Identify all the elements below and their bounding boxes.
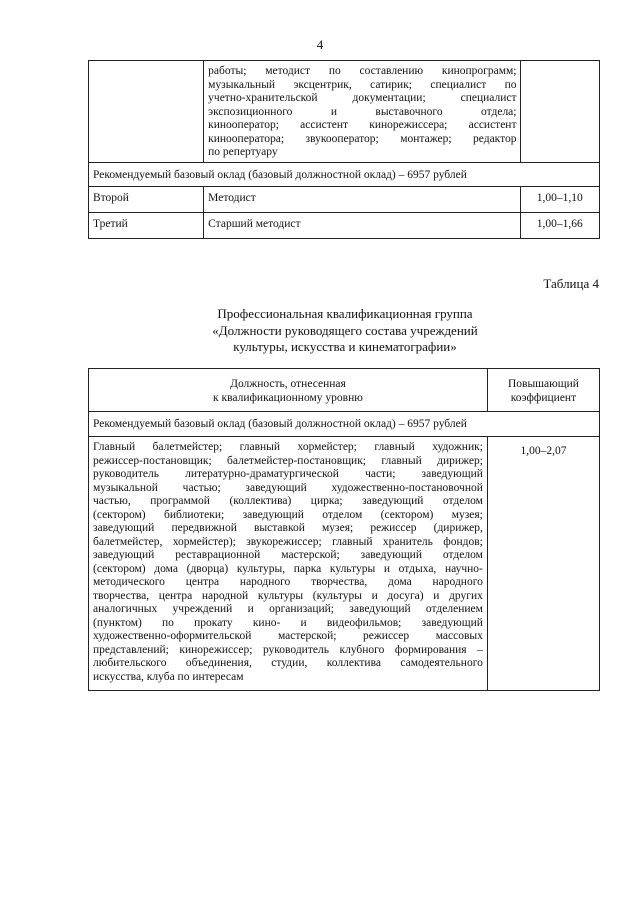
coefficient-value: 1,00–2,07 <box>487 437 599 691</box>
table-label: Таблица 4 <box>543 276 599 291</box>
header-position <box>89 369 488 412</box>
positions-line: музыкальный эксцентрик, сатирик; специалист по <box>208 78 517 91</box>
level-row <box>89 186 600 212</box>
positions-line: музыкальной частью; заведующий художественно-постановочной <box>93 481 483 494</box>
positions-line: кинооператора; звукооператор; монтажер; редактор <box>208 132 517 145</box>
empty-level-cell <box>89 61 204 163</box>
coefficient-value: 1,00–1,10 <box>520 186 600 212</box>
positions-line: творчества, центра народной культуры (культуры и досуга) и других <box>93 589 483 602</box>
positions-line: искусства, клуба по интересам <box>93 670 244 683</box>
positions-cell <box>89 437 488 691</box>
salary-text: Рекомендуемый базовый оклад (базовый должностной оклад) – 6957 рублей <box>89 412 600 437</box>
positions-line: представлений; кинорежиссер; руководитель клубного формирования – <box>93 643 483 656</box>
header-coefficient <box>487 369 599 412</box>
qualification-table <box>88 368 600 691</box>
positions-line: заведующий передвижной выставкой музея; режиссер (дирижер, <box>93 522 483 534</box>
salary-row <box>89 162 600 186</box>
positions-row <box>89 437 600 691</box>
positions-line: любительского объединения, студии, коллектива самодеятельного <box>93 657 483 669</box>
positions-line: заведующий реставрационной мастерской; заведующий отделом <box>93 549 483 561</box>
positions-line: по репертуару <box>208 146 278 158</box>
level-name: Третий <box>89 212 204 238</box>
positions-line: учетно-хранительской документации; специалист <box>208 92 517 104</box>
header-coefficient-line: коэффициент <box>510 392 577 404</box>
group-heading-line: «Должности руководящего состава учреждений <box>212 322 478 338</box>
header-coefficient-line: Повышающий <box>507 378 579 390</box>
page-number: 4 <box>316 37 324 52</box>
positions-line: работы; методист по составлению кинопрограмм; <box>208 65 517 77</box>
level-name: Второй <box>89 186 204 212</box>
coefficient-value: 1,00–1,66 <box>520 212 600 238</box>
positions-line: режиссер-постановщик; балетмейстер-постановщик; главный дирижер; <box>93 454 483 467</box>
positions-line: балетмейстер, хормейстер); звукорежиссер; главный хранитель фондов; <box>93 535 483 548</box>
salary-text: Рекомендуемый базовый оклад (базовый должностной оклад) – 6957 рублей <box>89 162 600 186</box>
salary-row <box>89 412 600 437</box>
positions-line: кинооператор; ассистент кинорежиссера; ассистент <box>208 119 517 131</box>
group-heading-line: Профессиональная квалификационная группа <box>217 306 473 321</box>
positions-line: (сектором) библиотеки; заведующий отделом (сектором) музея; <box>93 508 483 521</box>
continuation-table <box>88 60 600 239</box>
position-name: Методист <box>204 186 520 212</box>
positions-cell <box>204 61 520 163</box>
header-position-line: к квалификационному уровню <box>213 392 363 404</box>
positions-line: Главный балетмейстер; главный хормейстер; главный художник; <box>93 441 483 453</box>
positions-line: методического центра народного творчества, дома народного <box>93 576 483 588</box>
header-row <box>89 369 600 412</box>
positions-line: частью, программой (коллектива) цирка; заведующий отделом <box>93 495 483 507</box>
position-name: Старший методист <box>204 212 520 238</box>
positions-line: экспозиционного и выставочного отдела; <box>208 105 517 118</box>
positions-row <box>89 61 600 163</box>
group-heading-line: культуры, искусства и кинематографии» <box>233 339 457 354</box>
empty-coefficient-cell <box>520 61 600 163</box>
group-heading <box>0 306 640 356</box>
positions-line: аналогичных учреждений и организаций; заведующий отделением <box>93 603 483 615</box>
positions-line: художественно-оформительской мастерской; режиссер массовых <box>93 630 483 642</box>
positions-line: (сектором) дома (дворца) культуры, парка культуры и отдыха, научно- <box>93 562 483 575</box>
positions-line: руководитель литературно-драматургической части; заведующий <box>93 468 483 480</box>
level-row <box>89 212 600 238</box>
positions-line: (пунктом) по прокату кино- и видеофильмов; заведующий <box>93 616 483 629</box>
header-position-line: Должность, отнесенная <box>230 378 346 390</box>
